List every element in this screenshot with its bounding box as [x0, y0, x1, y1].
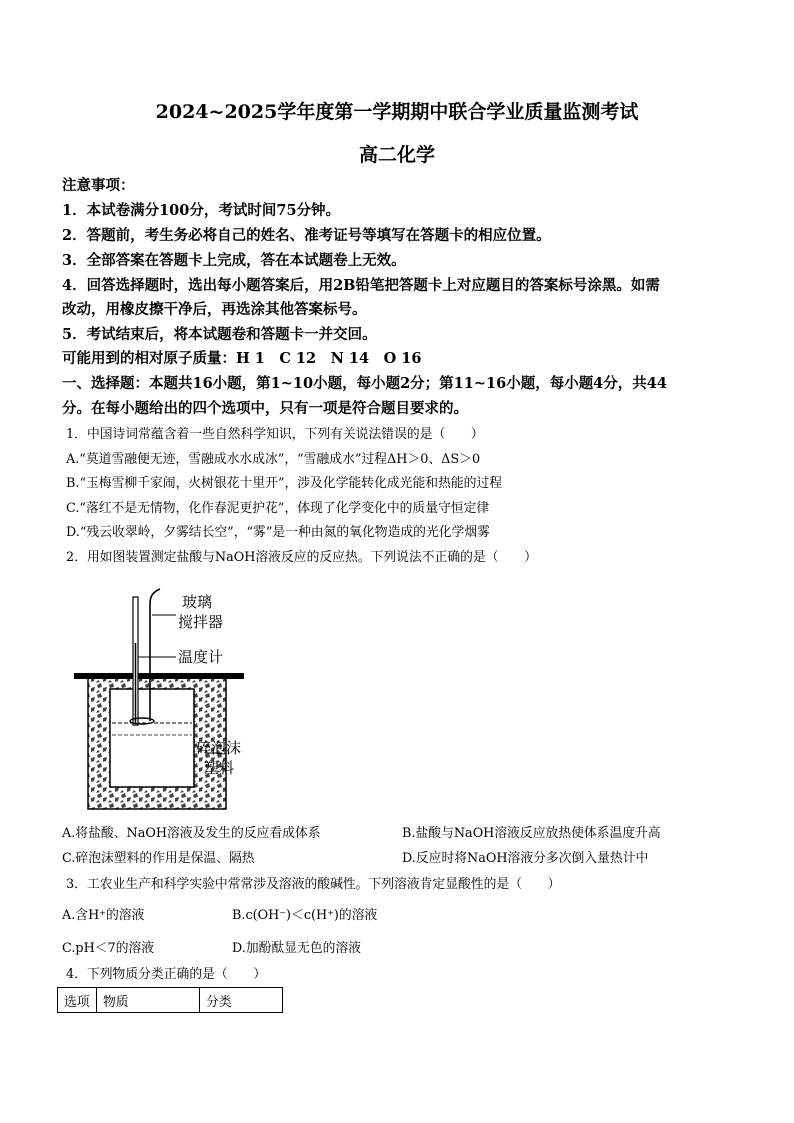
note-5: 5．考试结束后，将本试题卷和答题卡一并交回。: [62, 326, 377, 343]
question-1-option-d: D.“残云收翠岭，夕雾结长空”，“雾”是一种由氮的氧化物造成的光化学烟雾: [66, 525, 490, 540]
table-header-category: 分类: [200, 988, 283, 1013]
classification-table: [57, 987, 283, 1013]
question-1-option-a: A.“莫道雪融便无迹，雪融成水水成冰”，“雪融成水”过程ΔH＞0、ΔS＞0: [66, 452, 481, 467]
note-1: 1．本试卷满分100分，考试时间75分钟。: [62, 202, 341, 219]
question-2-option-b: B.盐酸与NaOH溶液反应放热使体系温度升高: [402, 826, 661, 841]
question-3-stem: 3．工农业生产和科学实验中常常涉及溶液的酸碱性。下列溶液肯定显酸性的是（ ）: [66, 877, 561, 892]
label-glass: 玻璃: [182, 593, 213, 611]
label-foam: 碎泡沫: [196, 739, 242, 757]
note-3: 3．全部答案在答题卡上完成，答在本试题卷上无效。: [62, 252, 406, 269]
note-2: 2．答题前，考生务必将自己的姓名、准考证号等填写在答题卡的相应位置。: [62, 227, 551, 244]
atomic-masses: 可能用到的相对原子质量：H 1 C 12 N 14 O 16: [62, 350, 422, 367]
question-2-option-d: D.反应时将NaOH溶液分多次倒入量热计中: [402, 851, 649, 866]
question-2-stem: 2．用如图装置测定盐酸与NaOH溶液反应的反应热。下列说法不正确的是（ ）: [66, 550, 537, 565]
question-1-stem: 1．中国诗词常蕴含着一些自然科学知识，下列有关说法错误的是（ ）: [66, 427, 484, 442]
container-lid: [74, 673, 244, 679]
question-3-option-a: A.含H⁺的溶液: [62, 908, 145, 923]
question-3-option-c: C.pH＜7的溶液: [62, 941, 155, 956]
label-thermometer: 温度计: [178, 648, 224, 666]
question-2-option-c: C.碎泡沫塑料的作用是保温、隔热: [62, 851, 255, 866]
calorimeter-figure: [72, 583, 262, 815]
question-2-option-a: A.将盐酸、NaOH溶液及发生的反应看成体系: [62, 826, 321, 841]
question-1-option-c: C.“落红不是无情物，化作春泥更护花”，体现了化学变化中的质量守恒定律: [66, 501, 490, 516]
question-1-option-b: B.“玉梅雪柳千家闹，火树银花十里开”，涉及化学能转化成光能和热能的过程: [66, 476, 503, 491]
subject-title: 高二化学: [358, 144, 435, 166]
question-3-option-d: D.加酚酞显无色的溶液: [232, 941, 362, 956]
inner-beaker: [110, 689, 194, 787]
note-4-line-2: 改动，用橡皮擦干净后，再选涂其他答案标号。: [62, 301, 367, 318]
notes-heading: 注意事项：: [62, 177, 135, 194]
table-header-substance: 物质: [97, 988, 200, 1013]
note-4-line-1: 4．回答选择题时，选出每小题答案后，用2B铅笔把答题卡上对应题目的答案标号涂黑。如需: [62, 277, 660, 294]
table-row: [58, 988, 283, 1013]
label-plastic: 塑料: [204, 759, 235, 777]
question-4-stem: 4．下列物质分类正确的是（ ）: [66, 967, 267, 982]
table-header-option: 选项: [58, 988, 97, 1013]
exam-title: 2024~2025学年度第一学期期中联合学业质量监测考试: [155, 101, 639, 123]
section-instructions-line-2: 分。在每小题给出的四个选项中，只有一项是符合题目要求的。: [62, 400, 468, 417]
question-3-option-b: B.c(OH⁻)＜c(H⁺)的溶液: [232, 908, 378, 923]
section-instructions-line-1: 一、选择题：本题共16小题，第1~10小题，每小题2分；第11~16小题，每小题4分，共44: [62, 375, 667, 392]
label-stirrer: 搅拌器: [178, 613, 224, 631]
